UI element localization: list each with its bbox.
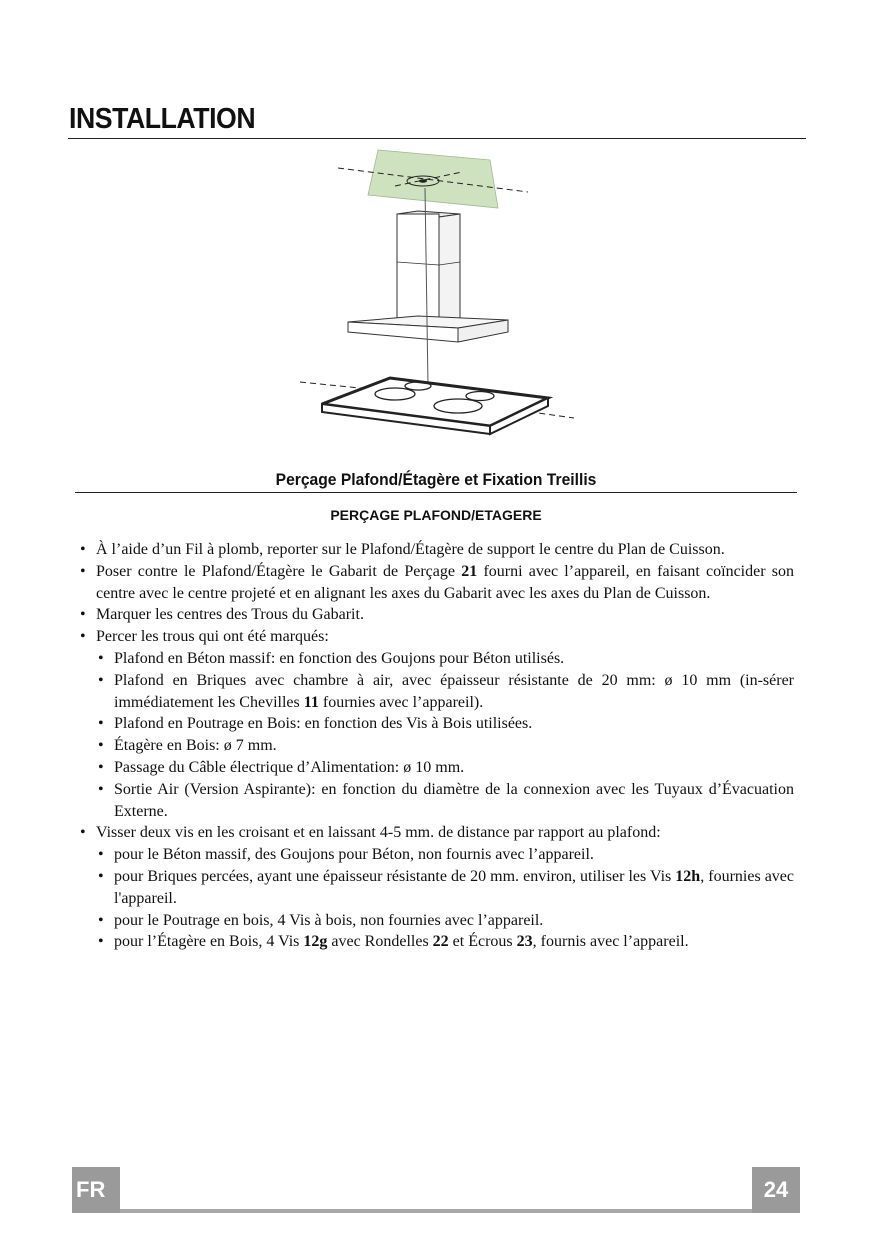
list-item: • Poser contre le Plafond/Étagère le Gabarit de Perçage 21 fourni avec l’appareil, en faisant coïncider son centre avec le centre projeté et en alignant les axes du Gabarit avec les axes du Plan de Cuisson. [78,561,794,605]
section-subtitle: PERÇAGE PLAFOND/ETAGERE [330,507,542,523]
hood-ceiling-drilling-diagram [290,140,590,440]
list-item: • Passage du Câble électrique d’Alimentation: ø 10 mm. [96,757,794,779]
list-item: • Plafond en Béton massif: en fonction des Goujons pour Béton utilisés. [96,648,794,670]
list-item: • À l’aide d’un Fil à plomb, reporter sur le Plafond/Étagère de support le centre du Plan de Cuisson. [78,539,794,561]
section-caption: Perçage Plafond/Étagère et Fixation Treillis [275,470,597,489]
page-title: INSTALLATION [69,103,256,135]
page-number: 24 [752,1167,800,1213]
list-item: • Visser deux vis en les croisant et en laissant 4-5 mm. de distance par rapport au plafond: • pour le Béton massif, des Goujons pour Béton, non fournis avec l’appareil. • pour Briques percées, ayant une épaisseur résistante de 20 mm. environ, utiliser les Vis 12h, fournies avec l'appareil. • pour le Poutrage en bois, 4 Vis à bois, non fournies avec l’appareil. • pour l’Étagère en Bois, 4 Vis 12g avec Rondelles 22 et Écrous 23, fournis avec l’appareil. [78,822,794,953]
list-item: • Marquer les centres des Trous du Gabarit. [78,604,794,626]
list-item: • pour l’Étagère en Bois, 4 Vis 12g avec Rondelles 22 et Écrous 23, fournis avec l’appareil. [96,931,794,953]
instruction-list [78,539,794,953]
instructions [78,539,794,953]
drill-sublist [96,648,794,822]
list-item: • Étagère en Bois: ø 7 mm. [96,735,794,757]
list-item: • Sortie Air (Version Aspirante): en fonction du diamètre de la connexion avec les Tuyaux d’Évacuation Externe. [96,779,794,823]
footer-bar [72,1209,800,1213]
caption-divider [75,492,797,493]
language-tab: FR [72,1167,120,1213]
list-item: • pour le Béton massif, des Goujons pour Béton, non fournis avec l’appareil. [96,844,794,866]
list-item: • pour Briques percées, ayant une épaisseur résistante de 20 mm. environ, utiliser les Vis 12h, fournies avec l'appareil. [96,866,794,910]
list-item: • pour le Poutrage en bois, 4 Vis à bois, non fournies avec l’appareil. [96,910,794,932]
ceiling-plate [368,150,498,208]
list-item: • Plafond en Poutrage en Bois: en fonction des Vis à Bois utilisées. [96,713,794,735]
list-item: • Percer les trous qui ont été marqués: • Plafond en Béton massif: en fonction des Goujons pour Béton utilisés. • Plafond en Briques avec chambre à air, avec épaisseur résistante de 20 mm: ø 10 mm (in-sérer immédiatement les Chevilles 11 fournies avec l’appareil). • Plafond en Poutrage en Bois: en fonction des Vis à Bois utilisées. • Étagère en Bois: ø 7 mm. • Passage du Câble électrique d’Alimentation: ø 10 mm. • Sortie Air (Version Aspirante): en fonction du diamètre de la connexion avec les Tuyaux d’Évacuation Externe. [78,626,794,822]
list-item: • Plafond en Briques avec chambre à air, avec épaisseur résistante de 20 mm: ø 10 mm (in-sérer immédiatement les Chevilles 11 fournies avec l’appareil). [96,670,794,714]
title-divider [68,138,806,139]
screw-sublist [96,844,794,953]
